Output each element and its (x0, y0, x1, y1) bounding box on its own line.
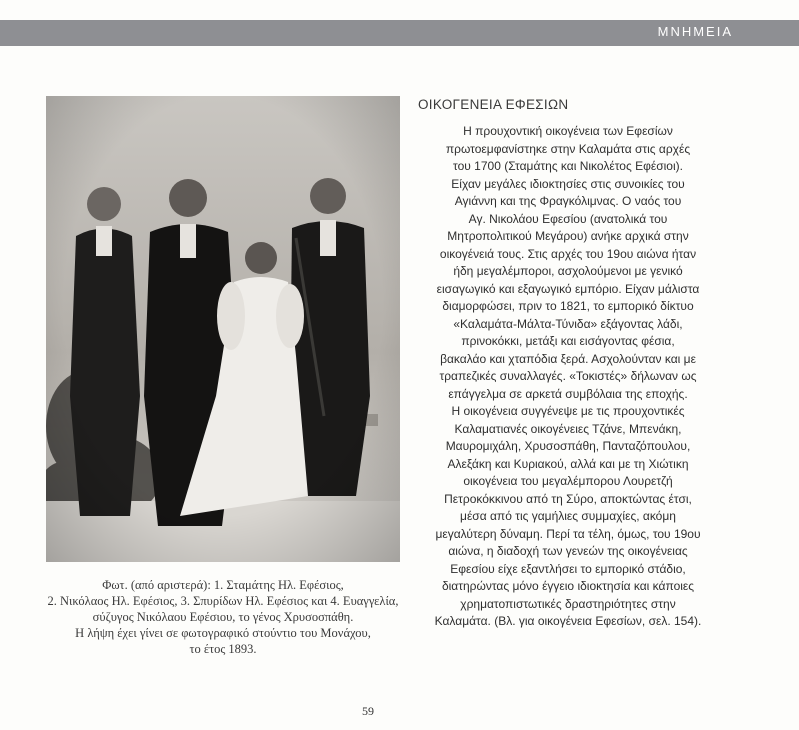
article-line: αιώνα, η διαδοχή των γενεών της οικογένειας (448, 544, 688, 558)
article-line: Μαυρομιχάλη, Χρυσοσπάθη, Πανταζόπουλου, (445, 439, 691, 453)
article-line: ήδη μεγαλέμποροι, ασχολούμενοι με γενικό (453, 264, 683, 278)
article-line: Η οικογένεια συγγένεψε με τις προυχοντικές (451, 404, 685, 418)
article-line: του 1700 (Σταμάτης και Νικολέτος Εφέσιοι). (453, 159, 683, 173)
article-line: οικογένειά τους. Στις αρχές του 19ου αιώνα ήταν (439, 246, 697, 261)
article-line: Καλαματιανές οικογένειες Τζάνε, Μπενάκη, (454, 421, 682, 436)
caption-line: σύζυγος Νικόλαου Εφέσιου, το γένος Χρυσοσπάθη. (92, 610, 354, 624)
article-line: διαμορφώσει, πριν το 1821, το εμπορικό δίκτυο (442, 299, 694, 313)
article-body (418, 123, 718, 631)
article-line: Μητροπολιτικού Μεγάρου) ανήκε αρχικά στην (447, 229, 689, 243)
article-line: Η προυχοντική οικογένεια των Εφεσίων (463, 124, 673, 138)
article-line: πρωτοεμφανίστηκε στην Καλαμάτα στις αρχές (445, 141, 691, 156)
article-line: πρινοκόκκι, μετάξι και εισάγοντας φέσια, (461, 334, 675, 348)
photo-illustration (46, 96, 400, 562)
caption-line: 2. Νικόλαος Ηλ. Εφέσιος, 3. Σπυρίδων Ηλ. Εφέσιος και 4. Ευαγγελία, (47, 594, 399, 608)
article-line: επάγγελμα σε αρκετά συμβόλαια της εποχής. (448, 386, 688, 401)
article-line: Αλεξάκη και Κυριακού, αλλά και με τη Χιώτικη (447, 456, 689, 471)
section-header-bar (0, 20, 799, 46)
article-line: εισαγωγικό και εξαγωγικό εμπόριο. Είχαν μάλιστα (436, 281, 700, 296)
article-line: Είχαν μεγάλες ιδιοκτησίες στις συνοικίες του (451, 176, 685, 191)
article-line: «Καλαμάτα-Μάλτα-Τύνιδα» εξάγοντας λάδι, (453, 316, 683, 331)
article-title: ΟΙΚΟΓΕΝΕΙΑ ΕΦΕΣΙΩΝ (418, 97, 569, 112)
article-line: Καλαμάτα. (Βλ. για οικογένεια Εφεσίων, σελ. 154). (434, 614, 702, 628)
article-line: Αγ. Νικολάου Εφεσίου (ανατολικά του (468, 211, 668, 226)
article-line: Πετροκόκκινου από τη Σύρο, αποκτώντας έτσι, (444, 491, 692, 506)
section-title: ΜΝΗΜΕΙΑ (657, 24, 733, 39)
caption-line: Η λήψη έχει γίνει σε φωτογραφικό στούντιο του Μονάχου, (75, 626, 371, 640)
photo-caption (46, 577, 400, 657)
family-photograph (46, 96, 400, 562)
article-line: μέσα από τις γαμήλιες συμμαχίες, ακόμη (460, 509, 676, 523)
article-line: οικογένεια του μεγαλέμπορου Λουρετζή (463, 474, 673, 488)
caption-line: Φωτ. (από αριστερά): 1. Σταμάτης Ηλ. Εφέσιος, (102, 578, 344, 592)
article-line: μεγαλύτερη δύναμη. Περί τα τέλη, όμως, του 19ου (435, 526, 701, 541)
article-line: διατηρώντας μόνο έγγειο ιδιοκτησία και κάποιες (441, 579, 695, 593)
article-line: βακαλάο και χταπόδια ξερά. Ασχολούνταν και με (440, 351, 696, 366)
article-line: Εφεσίου είχε εξαντλήσει το εμπορικό στάδιο, (450, 561, 686, 576)
article-line: τραπεζικές συναλλαγές. «Τοκιστές» δήλωναν ως (439, 369, 697, 383)
article-line: χρηματοπιστωτικές δραστηριότητες στην (460, 596, 676, 611)
page-number: 59 (362, 704, 374, 718)
article-line: Αγιάννη και της Φραγκόλιμνας. Ο ναός του (454, 194, 682, 208)
caption-line: το έτος 1893. (189, 642, 257, 656)
